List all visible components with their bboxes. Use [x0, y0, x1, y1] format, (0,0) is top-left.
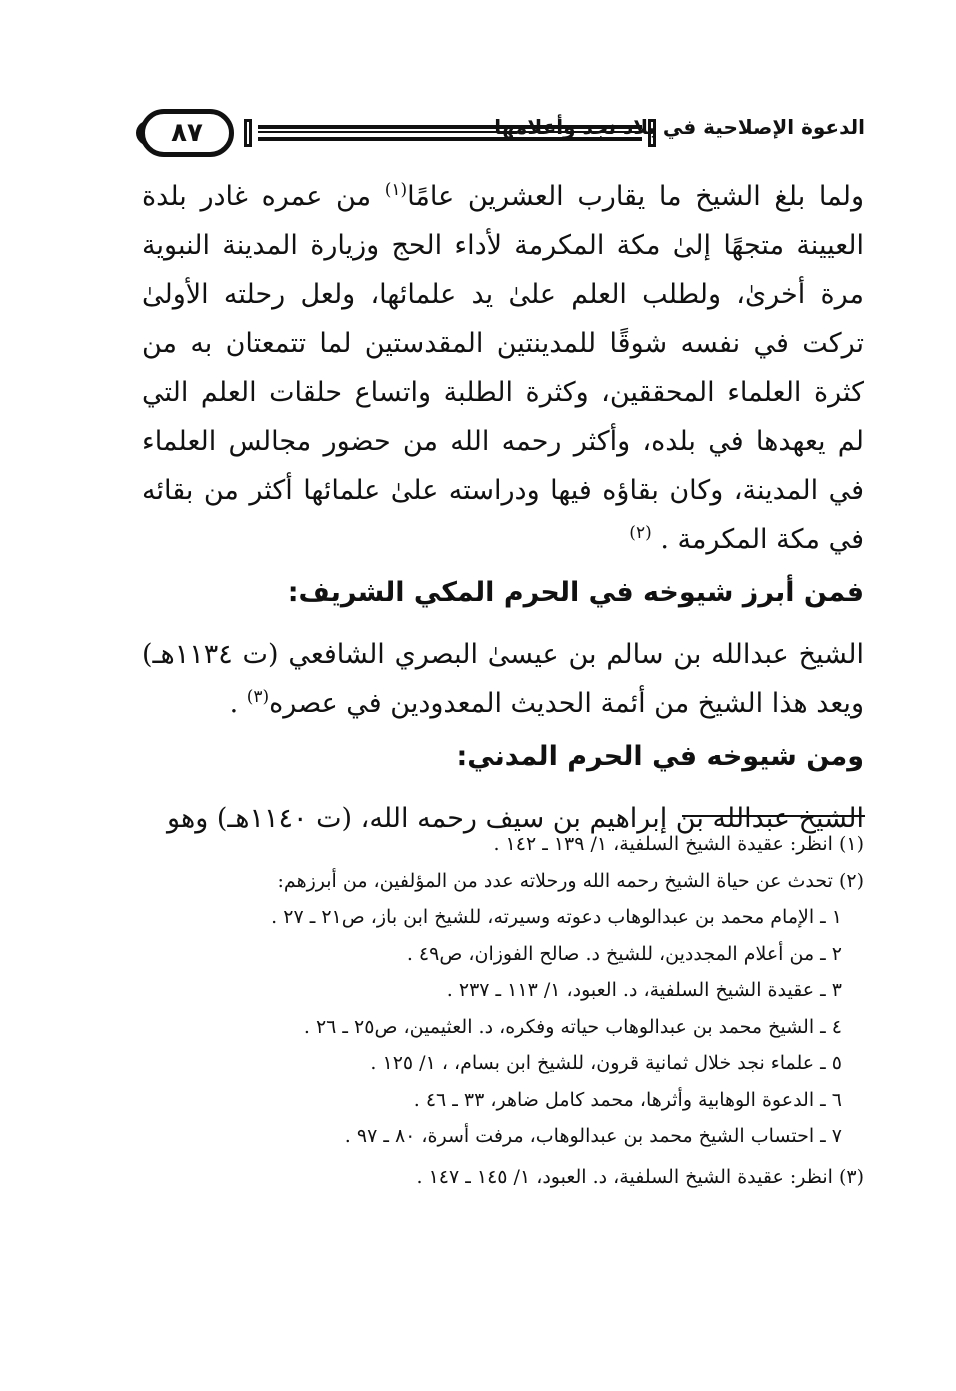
rule-cap-left	[244, 119, 252, 147]
paragraph-2-end: .	[229, 688, 247, 719]
paragraph-1	[142, 172, 864, 564]
footnote-2-item: ٧ ـ احتساب الشيخ محمد بن عبدالوهاب، مرفت أسرة، ٨٠ ـ ٩٧ .	[344, 1125, 842, 1147]
footnote-1: (١) انظر: عقيدة الشيخ السلفية، ١/ ١٣٩ ـ ١٤٢ .	[493, 833, 864, 855]
paragraph-1-text-b: من عمره غادر بلدة العيينة متجهًا إلىٰ مكة المكرمة لأداء الحج وزيارة المدينة النبوية مرة أخرىٰ، ولطلب العلم علىٰ يد علمائها، ولعل رحلته الأولىٰ تركت في نفسه شوقًا للمدينتين المقدستين لما تتمعتان به من كثرة العلماء المحققين، وكثرة الطلبة واتساع حلقات العلم التي لم يعهدها في بلده، وأكثر رحمه الله من حضور مجالس العلماء في المدينة، وكان بقاؤه فيها ودراسته علىٰ علمائها أكثر من بقائه في مكة المكرمة .	[142, 181, 864, 555]
running-header	[140, 105, 865, 161]
footnote-2-list	[190, 899, 864, 1155]
footnote-2-item: ٥ ـ علماء نجد خلال ثمانية قرون، للشيخ ابن بسام، ، ١/ ١٢٥ .	[370, 1052, 842, 1074]
footnote-ref-1[interactable]: (١)	[384, 180, 408, 200]
footnote-2-item: ٢ ـ من أعلام المجددين، للشيخ د. صالح الفوزان، ص٤٩ .	[406, 942, 842, 965]
footnote-2-item: ١ ـ الإمام محمد بن عبدالوهاب دعوته وسيرته، للشيخ ابن باز، ص٢١ ـ ٢٧ .	[271, 906, 842, 928]
footnote-3: (٣) انظر: عقيدة الشيخ السلفية، د. العبود، ١/ ١٤٥ ـ ١٤٧ .	[416, 1165, 864, 1188]
paragraph-2-text: الشيخ عبدالله بن سالم بن عيسىٰ البصري الشافعي (ت ١١٣٤هـ) ويعد هذا الشيخ من أئمة الحديث المعدودين في عصره	[142, 639, 864, 719]
footnote-ref-2[interactable]: (٢)	[629, 523, 652, 543]
paragraph-1-text-a: ولما بلغ الشيخ ما يقارب العشرين عامًا	[407, 181, 864, 212]
footnote-2-item: ٣ ـ عقيدة الشيخ السلفية، د. العبود، ١/ ١١٣ ـ ٢٣٧ .	[446, 979, 842, 1001]
paragraph-2	[142, 630, 864, 728]
footnotes	[190, 826, 864, 1195]
paragraph-3: الشيخ عبدالله بن إبراهيم بن سيف رحمه الله، (ت ١١٤٠هـ) وهو	[167, 803, 864, 834]
footnote-2-item: ٦ ـ الدعوة الوهابية وأثرها، محمد كامل ضاهر، ٣٣ ـ ٤٦ .	[413, 1088, 842, 1111]
footnote-separator	[682, 815, 865, 817]
footnote-ref-3[interactable]: (٣)	[246, 687, 270, 707]
main-text	[142, 172, 864, 843]
heading-madani-teachers: ومن شيوخه في الحرم المدني:	[456, 741, 864, 772]
footnote-2-intro: (٢) تحدث عن حياة الشيخ رحمه الله ورحلاته عدد من المؤلفين، من أبرزهم:	[277, 869, 864, 892]
heading-makki-teachers: فمن أبرز شيوخه في الحرم المكي الشريف:	[287, 577, 864, 608]
footnote-2-item: ٤ ـ الشيخ محمد بن عبدالوهاب حياته وفكره، د. العثيمين، ص٢٥ ـ ٢٦ .	[303, 1015, 842, 1038]
running-title: الدعوة الإصلاحية في بلاد نجد وأعلامها	[494, 115, 865, 139]
page-number: ٨٧	[140, 109, 234, 157]
